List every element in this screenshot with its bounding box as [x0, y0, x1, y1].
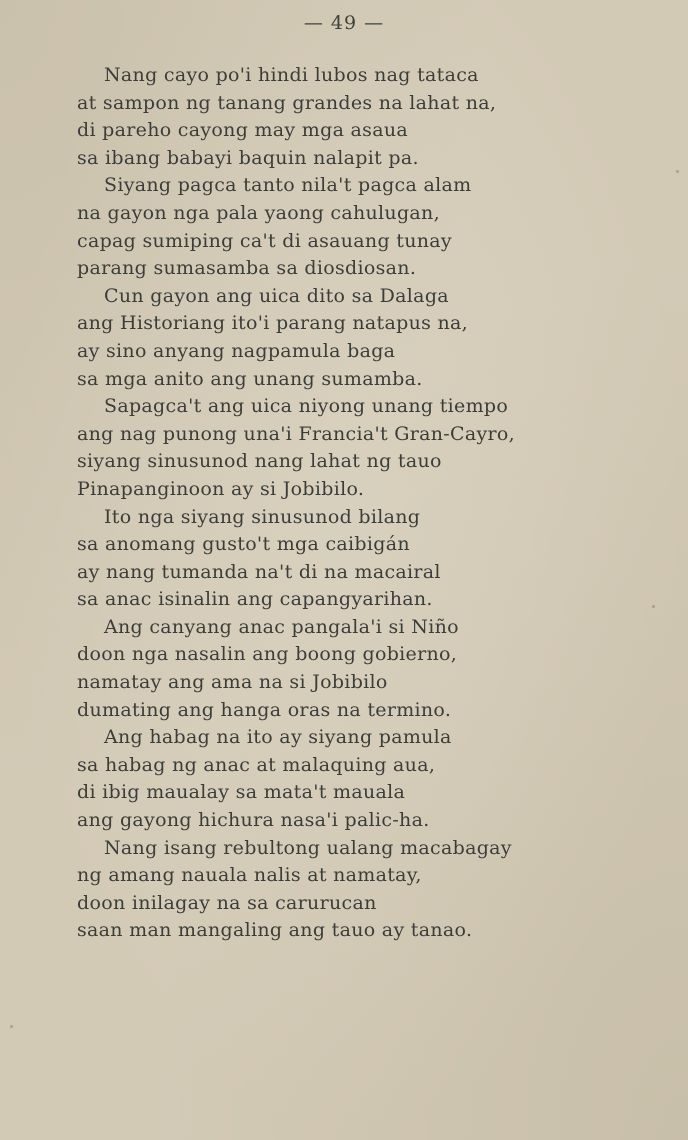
poem-line: capag sumiping ca't di asauang tunay — [77, 229, 452, 252]
poem-line: sa anomang gusto't mga caibigán — [77, 533, 410, 556]
poem-line: na gayon nga pala yaong cahulugan, — [77, 201, 440, 224]
poem-line: parang sumasamba sa diosdiosan. — [77, 257, 417, 280]
poem-line: sa habag ng anac at malaquing aua, — [77, 753, 436, 776]
poem-line: at sampon ng tanang grandes na lahat na, — [77, 91, 497, 114]
poem-line: Pinapanginoon ay si Jobibilo. — [77, 477, 365, 500]
poem-line: ang Historiang ito'i parang natapus na, — [77, 312, 469, 335]
poem-line: sa ibang babayi baquin nalapit pa. — [77, 146, 419, 169]
poem-line: ay sino anyang nagpamula baga — [77, 339, 396, 362]
poem-text — [77, 62, 667, 945]
paper-speck — [676, 170, 679, 173]
poem-line: doon nga nasalin ang boong gobierno, — [77, 643, 458, 666]
paper-speck — [10, 1025, 13, 1028]
poem-line: Ang canyang anac pangala'i si Niño — [104, 615, 459, 638]
poem-line: Siyang pagca tanto nila't pagca alam — [104, 174, 472, 197]
poem-line: Cun gayon ang uica dito sa Dalaga — [104, 284, 449, 307]
poem-line: di pareho cayong may mga asaua — [77, 119, 409, 142]
poem-line: Nang isang rebultong ualang macabagay — [104, 836, 512, 859]
poem-line: Ang habag na ito ay siyang pamula — [104, 726, 452, 749]
poem-line: ang nag punong una'i Francia't Gran-Cayro, — [77, 422, 515, 445]
poem-line: doon inilagay na sa carurucan — [77, 891, 377, 914]
poem-line: ay nang tumanda na't di na macairal — [77, 560, 441, 583]
poem-line: Nang cayo po'i hindi lubos nag tataca — [104, 64, 479, 86]
paper-speck — [652, 605, 655, 608]
poem-line: Ito nga siyang sinusunod bilang — [104, 505, 421, 528]
poem-line: Sapagca't ang uica niyong unang tiempo — [104, 395, 509, 418]
poem-line: namatay ang ama na si Jobibilo — [77, 671, 388, 694]
poem-line: sa mga anito ang unang sumamba. — [77, 367, 423, 390]
poem-line: ang gayong hichura nasa'i palic-ha. — [77, 809, 430, 832]
poem-line: sa anac isinalin ang capangyarihan. — [77, 588, 433, 611]
poem-line: di ibig maualay sa mata't mauala — [77, 781, 406, 804]
poem-line: saan man mangaling ang tauo ay tanao. — [77, 919, 473, 942]
poem-line: siyang sinusunod nang lahat ng tauo — [77, 450, 442, 473]
poem-line: ng amang nauala nalis at namatay, — [77, 864, 422, 887]
page-number: — 49 — — [303, 12, 385, 34]
poem-line: dumating ang hanga oras na termino. — [77, 698, 452, 721]
